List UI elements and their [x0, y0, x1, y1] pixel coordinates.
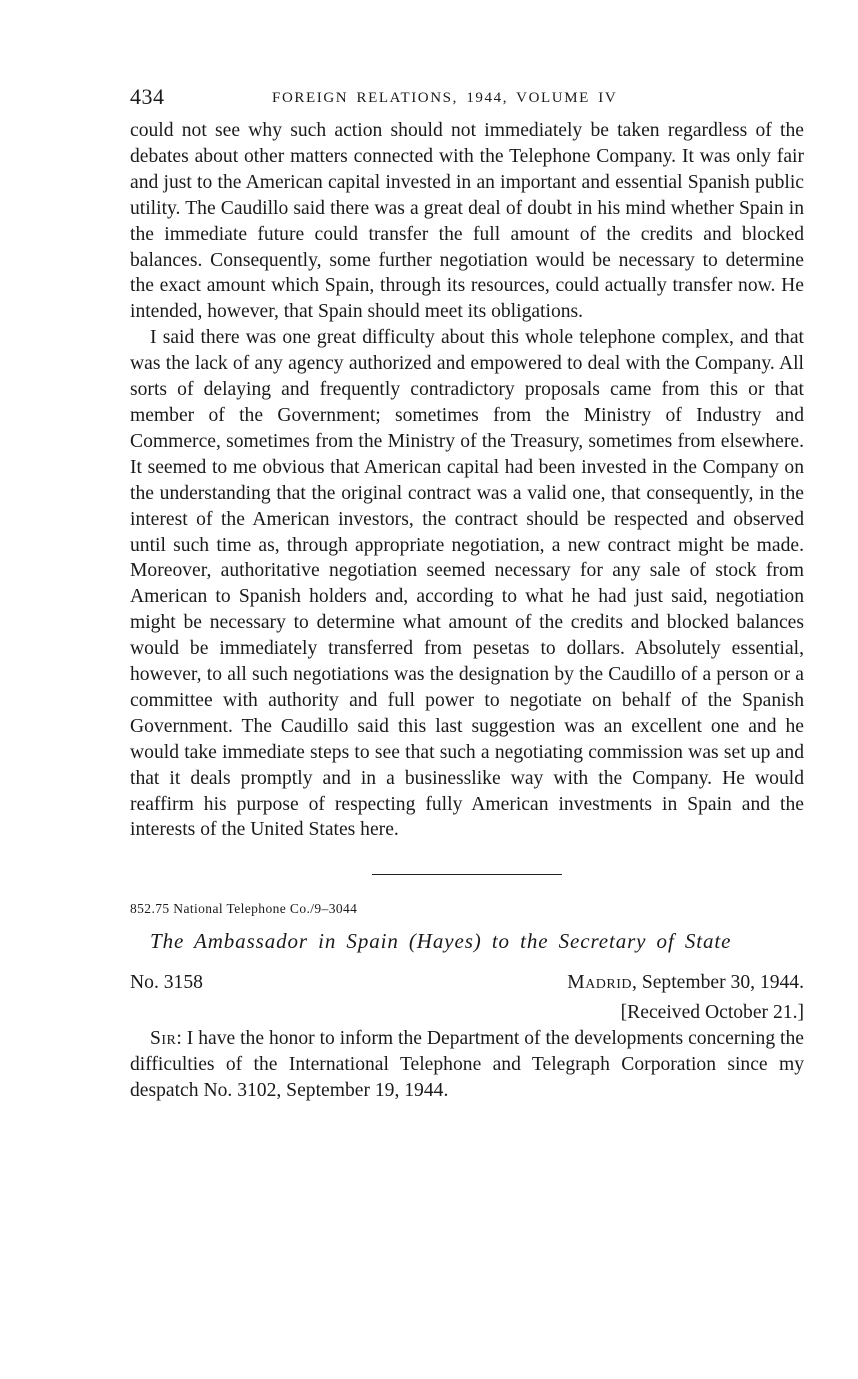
section-divider — [372, 874, 562, 875]
body-paragraph-continued: could not see why such action should not immediately be taken regardless of the debates about other matters connected with the Telephone Company. It was only fair and just to the American capital invested in an important and essential Spanish public utility. The Caudillo said there was a great deal of doubt in his mind whether Spain in the immediate future could transfer the full amount of the credits and blocked balances. Consequently, some further negotiation would be necessary to determine the exact amount which Spain, through its resources, could actually transfer now. He intended, however, that Spain should meet its obligations. — [130, 120, 804, 323]
document-page — [130, 84, 804, 1104]
dateline — [130, 972, 804, 1000]
despatch-number: No. 3158 — [130, 972, 203, 994]
page-number: 434 — [130, 84, 165, 109]
running-title: FOREIGN RELATIONS, 1944, VOLUME IV — [272, 90, 618, 106]
running-head — [130, 84, 804, 118]
letter-text: : I have the honor to inform the Department of the developments concerning the difficulties of the International Telephone and Telegraph Corporation since my despatch No. 3102, September 19, 1944. — [130, 1028, 804, 1102]
place-date — [567, 972, 804, 994]
body-paragraph: I said there was one great difficulty about this whole telephone complex, and that was the lack of any agency authorized and empowered to deal with the Company. All sorts of delaying and frequently contradictory proposals came from this or that member of the Government; sometimes from the Ministry of Industry and Commerce, sometimes from the Ministry of the Treasury, sometimes from elsewhere. It seemed to me obvious that American capital had been invested in the Company on the understanding that the original contract was a valid one, that consequently, in the interest of the American investors, the contract should be respected and observed until such time as, through appropriate negotiation, a new contract might be made. Moreover, authoritative negotiation seemed necessary for any sale of stock from American to Spanish holders and, according to what he had just said, negotiation might be necessary to determine what amount of the credits and blocked balances would be immediately transferred from pesetas to dollars. Absolutely essential, however, to all such negotiations was the designation by the Caudillo of a person or a committee with authority and full power to negotiate on behalf of the Spanish Government. The Caudillo said this last suggestion was an excellent one and he would take immediate steps to see that such a negotiating commission was set up and that it deals promptly and in a businesslike way with the Company. He would reaffirm his purpose of respecting fully American investments in Spain and the interests of the United States here. — [130, 327, 804, 841]
document-title: The Ambassador in Spain (Hayes) to the Secretary of State — [150, 929, 732, 954]
letter-body — [130, 1026, 804, 1104]
file-number: 852.75 National Telephone Co./9–3044 — [130, 901, 358, 917]
received-date: [Received October 21.] — [620, 1002, 804, 1024]
date: , September 30, 1944. — [632, 972, 804, 994]
salutation: Sir — [150, 1028, 177, 1050]
place: Madrid — [567, 972, 633, 994]
